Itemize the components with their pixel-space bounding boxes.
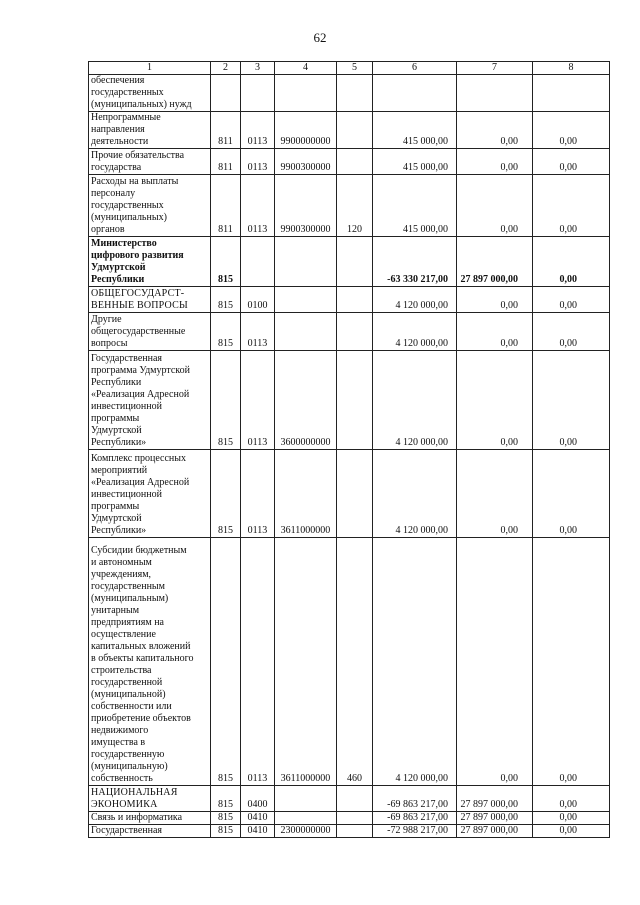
- column-header: 4: [275, 62, 337, 75]
- target-article-cell: 9900000000: [275, 112, 337, 149]
- kvsr-cell: 815: [211, 825, 241, 838]
- target-article-cell: 3611000000: [275, 538, 337, 786]
- row-name-cell: Министерство цифрового развития Удмуртской Республики: [89, 237, 211, 287]
- amount-cell: 0,00: [457, 450, 533, 538]
- column-header: 1: [89, 62, 211, 75]
- amount-cell: -69 863 217,00: [373, 812, 457, 825]
- kvsr-cell: 815: [211, 450, 241, 538]
- amount-cell: 4 120 000,00: [373, 450, 457, 538]
- section-cell: [241, 75, 275, 112]
- expense-type-cell: [337, 786, 373, 812]
- section-cell: 0113: [241, 450, 275, 538]
- expense-type-cell: [337, 287, 373, 313]
- amount-cell: 0,00: [533, 175, 610, 237]
- kvsr-cell: 815: [211, 351, 241, 450]
- section-cell: 0113: [241, 149, 275, 175]
- kvsr-cell: 815: [211, 812, 241, 825]
- amount-cell: 0,00: [457, 313, 533, 351]
- amount-cell: 0,00: [533, 351, 610, 450]
- table-row: [89, 450, 610, 538]
- target-article-cell: 9900300000: [275, 149, 337, 175]
- target-article-cell: 3600000000: [275, 351, 337, 450]
- page-number: 62: [313, 30, 327, 45]
- amount-cell: [533, 75, 610, 112]
- amount-cell: 415 000,00: [373, 175, 457, 237]
- amount-cell: 0,00: [457, 149, 533, 175]
- amount-cell: 0,00: [457, 112, 533, 149]
- expense-type-cell: [337, 237, 373, 287]
- table-row: [89, 75, 610, 112]
- kvsr-cell: 811: [211, 149, 241, 175]
- kvsr-cell: 811: [211, 112, 241, 149]
- table-row: [89, 812, 610, 825]
- target-article-cell: [275, 237, 337, 287]
- target-article-cell: [275, 313, 337, 351]
- section-cell: 0113: [241, 351, 275, 450]
- row-name-cell: Государственная: [89, 825, 211, 838]
- section-cell: 0113: [241, 313, 275, 351]
- amount-cell: 0,00: [533, 825, 610, 838]
- section-cell: 0410: [241, 812, 275, 825]
- column-header: 5: [337, 62, 373, 75]
- expense-type-cell: [337, 450, 373, 538]
- section-cell: 0400: [241, 786, 275, 812]
- amount-cell: 0,00: [457, 175, 533, 237]
- kvsr-cell: 815: [211, 538, 241, 786]
- row-name-cell: Прочие обязательства государства: [89, 149, 211, 175]
- row-name-cell: обеспечения государственных (муниципальных) нужд: [89, 75, 211, 112]
- column-header: 7: [457, 62, 533, 75]
- table-header-row: [89, 62, 610, 75]
- table-row: [89, 825, 610, 838]
- table-row: [89, 313, 610, 351]
- expense-type-cell: [337, 75, 373, 112]
- expense-type-cell: [337, 112, 373, 149]
- expense-type-cell: 460: [337, 538, 373, 786]
- table-row: [89, 287, 610, 313]
- expense-type-cell: [337, 313, 373, 351]
- section-cell: 0100: [241, 287, 275, 313]
- kvsr-cell: 811: [211, 175, 241, 237]
- row-name-cell: ОБЩЕГОСУДАРСТ- ВЕННЫЕ ВОПРОСЫ: [89, 287, 211, 313]
- kvsr-cell: 815: [211, 313, 241, 351]
- amount-cell: 0,00: [533, 237, 610, 287]
- section-cell: 0113: [241, 538, 275, 786]
- kvsr-cell: 815: [211, 786, 241, 812]
- column-header: 8: [533, 62, 610, 75]
- amount-cell: 0,00: [457, 538, 533, 786]
- column-header: 3: [241, 62, 275, 75]
- target-article-cell: [275, 786, 337, 812]
- row-name-cell: Субсидии бюджетным и автономным учреждениям, государственным (муниципальным) унитарным предприятиям на осуществление капитальных вложений в объекты капитального строительства государственной (муниципальной) собственности или приобретение объектов недвижимого имущества в государственную (муниципальную) собственность: [89, 538, 211, 786]
- amount-cell: 0,00: [533, 112, 610, 149]
- amount-cell: -72 988 217,00: [373, 825, 457, 838]
- table-row: [89, 149, 610, 175]
- target-article-cell: [275, 812, 337, 825]
- table-row: [89, 538, 610, 786]
- expense-type-cell: 120: [337, 175, 373, 237]
- row-name-cell: Непрограммные направления деятельности: [89, 112, 211, 149]
- amount-cell: -69 863 217,00: [373, 786, 457, 812]
- row-name-cell: Комплекс процессных мероприятий «Реализация Адресной инвестиционной программы Удмуртской Республики»: [89, 450, 211, 538]
- amount-cell: 0,00: [533, 450, 610, 538]
- amount-cell: 0,00: [533, 287, 610, 313]
- expense-type-cell: [337, 351, 373, 450]
- column-header: 6: [373, 62, 457, 75]
- amount-cell: 415 000,00: [373, 149, 457, 175]
- target-article-cell: 3611000000: [275, 450, 337, 538]
- section-cell: 0113: [241, 112, 275, 149]
- amount-cell: 0,00: [533, 538, 610, 786]
- expense-type-cell: [337, 149, 373, 175]
- row-name-cell: Государственная программа Удмуртской Республики «Реализация Адресной инвестиционной программы Удмуртской Республики»: [89, 351, 211, 450]
- amount-cell: 4 120 000,00: [373, 351, 457, 450]
- amount-cell: [373, 75, 457, 112]
- target-article-cell: 2300000000: [275, 825, 337, 838]
- amount-cell: 0,00: [533, 786, 610, 812]
- table-row: [89, 786, 610, 812]
- amount-cell: 415 000,00: [373, 112, 457, 149]
- row-name-cell: Связь и информатика: [89, 812, 211, 825]
- amount-cell: 27 897 000,00: [457, 812, 533, 825]
- column-header: 2: [211, 62, 241, 75]
- table-row: [89, 351, 610, 450]
- section-cell: 0410: [241, 825, 275, 838]
- amount-cell: [457, 75, 533, 112]
- amount-cell: 0,00: [533, 812, 610, 825]
- kvsr-cell: 815: [211, 237, 241, 287]
- amount-cell: 4 120 000,00: [373, 287, 457, 313]
- target-article-cell: [275, 287, 337, 313]
- amount-cell: 27 897 000,00: [457, 237, 533, 287]
- amount-cell: 0,00: [457, 287, 533, 313]
- kvsr-cell: [211, 75, 241, 112]
- target-article-cell: [275, 75, 337, 112]
- expense-type-cell: [337, 812, 373, 825]
- target-article-cell: 9900300000: [275, 175, 337, 237]
- amount-cell: 4 120 000,00: [373, 538, 457, 786]
- budget-table: [88, 61, 610, 838]
- amount-cell: 27 897 000,00: [457, 825, 533, 838]
- table-row: [89, 112, 610, 149]
- row-name-cell: Расходы на выплаты персоналу государственных (муниципальных) органов: [89, 175, 211, 237]
- amount-cell: 4 120 000,00: [373, 313, 457, 351]
- row-name-cell: НАЦИОНАЛЬНАЯ ЭКОНОМИКА: [89, 786, 211, 812]
- table-row: [89, 175, 610, 237]
- amount-cell: 27 897 000,00: [457, 786, 533, 812]
- kvsr-cell: 815: [211, 287, 241, 313]
- row-name-cell: Другие общегосударственные вопросы: [89, 313, 211, 351]
- section-cell: 0113: [241, 175, 275, 237]
- amount-cell: 0,00: [457, 351, 533, 450]
- amount-cell: 0,00: [533, 313, 610, 351]
- amount-cell: 0,00: [533, 149, 610, 175]
- expense-type-cell: [337, 825, 373, 838]
- table-row: [89, 237, 610, 287]
- section-cell: [241, 237, 275, 287]
- amount-cell: -63 330 217,00: [373, 237, 457, 287]
